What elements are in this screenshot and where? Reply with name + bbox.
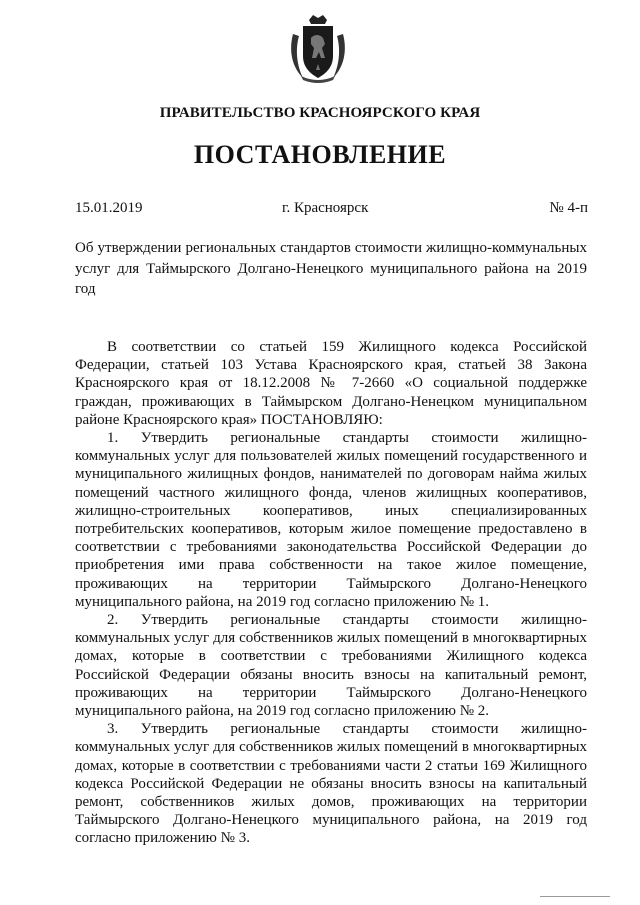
clause-1-paragraph: 1. Утвердить региональные стандарты стоимости жилищно-коммунальных услуг для пользователей жилых помещений государственного и муниципального жилищных фондов, нанимателей по договорам найма жилых помещений частного жилищного фонда, членов жилищных кооперативов, жилищно-строительных кооперативов, иных специализированных потребительских кооперативов, которым жилое помещение предоставлено в соответствии с требованиями законодательства Российской Федерации до приобретения ими права собственности на такое жилое помещение, проживающих на территории Таймырского Долгано-Ненецкого муниципального района, на 2019 год согласно приложению № 1. <box>75 430 587 610</box>
preamble-paragraph: В соответствии со статьей 159 Жилищного кодекса Российской Федерации, статьей 103 Устава Красноярского края, статьей 38 Закона Красноярского края от 18.12.2008 № 7-2660 «О социальной поддержке граждан, проживающих в Таймырском Долгано-Ненецком муниципальном районе Красноярского края» ПОСТАНОВЛЯЮ: <box>75 339 587 428</box>
document-date: 15.01.2019 <box>75 200 143 216</box>
government-title: ПРАВИТЕЛЬСТВО КРАСНОЯРСКОГО КРАЯ <box>159 105 481 121</box>
document-type-heading: ПОСТАНОВЛЕНИЕ <box>193 140 447 169</box>
document-body <box>75 338 587 848</box>
document-number: № 4-п <box>549 200 588 216</box>
footer-rule <box>540 896 610 897</box>
document-subject: Об утверждении региональных стандартов стоимости жилищно-коммунальных услуг для Таймырского Долгано-Ненецкого муниципального района на 2019 год <box>75 240 587 297</box>
krasnoyarsk-coat-of-arms-icon <box>287 14 349 84</box>
document-city: г. Красноярск <box>282 200 369 216</box>
clause-2-paragraph: 2. Утвердить региональные стандарты стоимости жилищно-коммунальных услуг для собственников жилых помещений в многоквартирных домах, которые в соответствии с требованиями Жилищного кодекса Российской Федерации обязаны вносить взносы на капитальный ремонт, проживающих на территории Таймырского Долгано-Ненецкого муниципального района, на 2019 год согласно приложению № 2. <box>75 612 587 720</box>
clause-3-paragraph: 3. Утвердить региональные стандарты стоимости жилищно-коммунальных услуг для собственников жилых помещений в многоквартирных домах, которые в соответствии с требованиями части 2 статьи 169 Жилищного кодекса Российской Федерации не обязаны вносить взносы на капитальный ремонт, собственников жилых домов, проживающих на территории Таймырского Долгано-Ненецкого муниципального района, на 2019 год согласно приложению № 3. <box>75 721 587 847</box>
